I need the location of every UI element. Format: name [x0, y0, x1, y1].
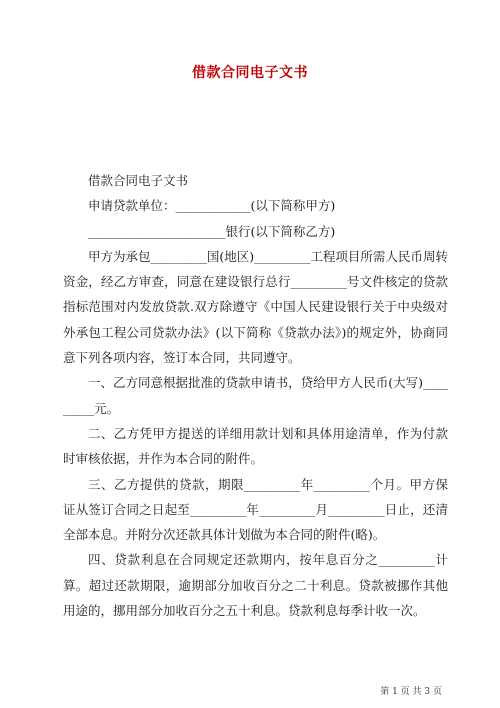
paragraph-heading: 借款合同电子文书 [88, 173, 189, 188]
paragraph-clause-3: 三、乙方提供的贷款，期限_________年_________个月。甲方保证从签订合同之日起至_________年_________月_________日止，还清全部本息。并附分次还款具体计划做为本合同的附件(略)。 [63, 476, 448, 543]
document-title: 借款合同电子文书 [192, 65, 308, 81]
paragraph-clause-4: 四、贷款利息在合同规定还款期内，按年息百分之_________计算。超过还款期限，逾期部分加收百分之二十利息。贷款被挪作其他用途的，挪用部分加收百分之五十利息。贷款利息每季计收一次。 [63, 552, 448, 619]
page-footer: 第 1 页 共 3 页 [380, 687, 442, 697]
paragraph-bank: ______________________银行(以下简称乙方) [88, 223, 336, 239]
paragraph-clause-2: 二、乙方凭甲方提送的详细用款计划和具体用途清单，作为付款时审核依据，并作为本合同的附件。 [63, 425, 448, 467]
paragraph-preamble: 甲方为承包_________国(地区)_________工程项目所需人民币周转资金，经乙方审查，同意在建设银行总行_________号文件核定的贷款指标范围对内发放贷款.双方除遵守《中国人民建设银行关于中央级对外承包工程公司贷款办法》(以下简称《贷款办法》)的规定外，协商同意下列各项内容，签订本合同，共同遵守。 [63, 248, 448, 366]
document-body [63, 168, 448, 623]
paragraph-clause-1: 一、乙方同意根据批准的贷款申请书，贷给甲方人民币(大写)_________元。 [63, 375, 448, 416]
paragraph-applicant: 申请贷款单位：____________(以下简称甲方) [88, 198, 336, 214]
